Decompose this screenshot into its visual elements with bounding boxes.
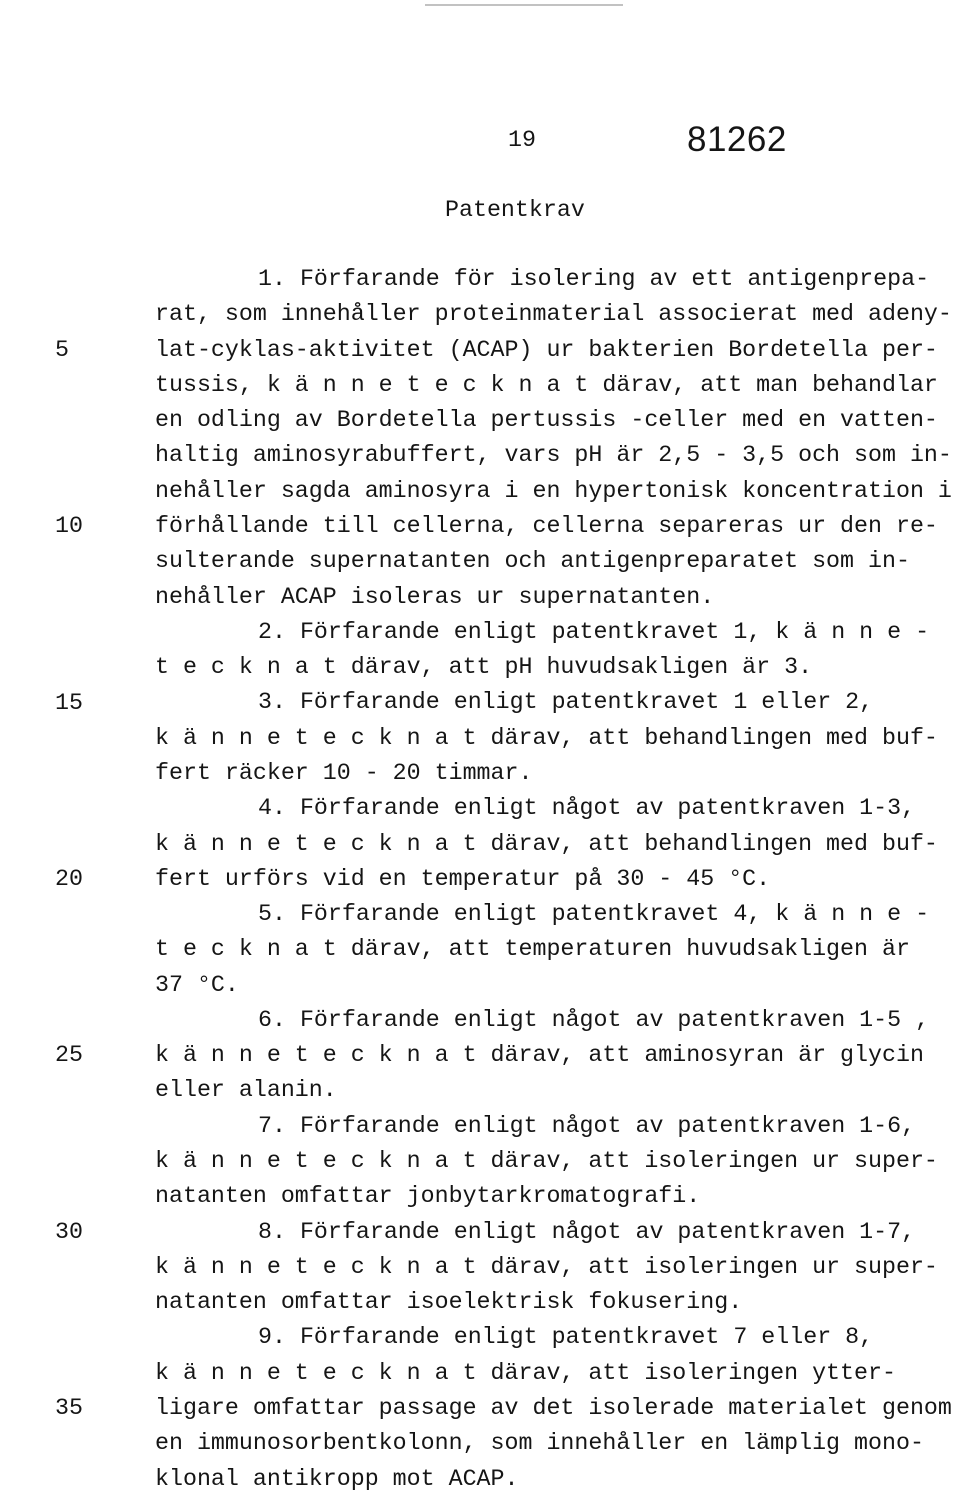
margin-line-number: 5	[55, 337, 69, 363]
claim-line: sulterande supernatanten och antigenpreparatet som in-	[155, 549, 910, 574]
claims-list	[155, 267, 955, 1491]
claim-line: haltig aminosyrabuffert, vars pH är 2,5 - 3,5 och som in-	[155, 443, 952, 468]
claim-line: klonal antikropp mot ACAP.	[155, 1466, 519, 1491]
claim-line: k ä n n e t e c k n a t därav, att isoleringen ytter-	[155, 1360, 896, 1385]
margin-line-number: 35	[55, 1395, 83, 1421]
claim-line: k ä n n e t e c k n a t därav, att behandlingen med buf-	[155, 831, 938, 856]
claim-line: t e c k n a t därav, att temperaturen huvudsakligen är	[155, 937, 910, 962]
claim-5	[155, 902, 955, 997]
claim-line: tussis, k ä n n e t e c k n a t därav, att man behandlar	[155, 372, 938, 397]
claim-line: natanten omfattar isoelektrisk fokusering.	[155, 1290, 743, 1315]
claim-line: fert räcker 10 - 20 timmar.	[155, 760, 533, 785]
claim-line: 7. Förfarande enligt något av patentkraven 1-6,	[258, 1113, 916, 1138]
claim-line: nehåller sagda aminosyra i en hypertonisk koncentration i	[155, 478, 952, 503]
claim-3	[155, 690, 955, 785]
margin-line-number: 30	[55, 1219, 83, 1245]
claim-line: k ä n n e t e c k n a t därav, att aminosyran är glycin	[155, 1043, 924, 1068]
claim-2	[155, 620, 955, 679]
claim-line: t e c k n a t därav, att pH huvudsakligen är 3.	[155, 655, 813, 680]
margin-line-number: 20	[55, 866, 83, 892]
claim-line: 6. Förfarande enligt något av patentkraven 1-5 ,	[258, 1007, 930, 1032]
claim-7	[155, 1114, 955, 1209]
page-number: 19	[508, 127, 536, 153]
claim-line: eller alanin.	[155, 1078, 337, 1103]
claim-line: k ä n n e t e c k n a t därav, att isoleringen ur super-	[155, 1254, 938, 1279]
claim-8	[155, 1220, 955, 1315]
margin-line-number: 15	[55, 690, 83, 716]
claim-line: 37 °C.	[155, 972, 239, 997]
claim-line: k ä n n e t e c k n a t därav, att isoleringen ur super-	[155, 1149, 938, 1174]
claim-line: 3. Förfarande enligt patentkravet 1 eller 2,	[258, 690, 874, 715]
claim-line: förhållande till cellerna, cellerna separeras ur den re-	[155, 513, 938, 538]
claim-line: en immunosorbentkolonn, som innehåller en lämplig mono-	[155, 1431, 924, 1456]
claim-line: 8. Förfarande enligt något av patentkraven 1-7,	[258, 1219, 916, 1244]
document-number: 81262	[687, 120, 787, 159]
claim-line: k ä n n e t e c k n a t därav, att behandlingen med buf-	[155, 725, 938, 750]
scan-artifact-line	[425, 4, 623, 6]
claim-line: fert urförs vid en temperatur på 30 - 45 °C.	[155, 866, 771, 891]
claim-line: rat, som innehåller proteinmaterial associerat med adeny-	[155, 302, 952, 327]
claim-line: nehåller ACAP isoleras ur supernatanten.	[155, 584, 715, 609]
claim-line: 4. Förfarande enligt något av patentkraven 1-3,	[258, 796, 916, 821]
claim-line: ligare omfattar passage av det isolerade materialet genom	[155, 1396, 952, 1420]
margin-line-number: 25	[55, 1042, 83, 1068]
claim-6	[155, 1008, 955, 1103]
claim-line: 2. Förfarande enligt patentkravet 1, k ä n n e -	[258, 619, 930, 644]
claim-1	[155, 267, 955, 609]
claim-line: 5. Förfarande enligt patentkravet 4, k ä n n e -	[258, 902, 930, 927]
claim-line: en odling av Bordetella pertussis -celler med en vatten-	[155, 408, 938, 433]
claim-9	[155, 1325, 955, 1490]
claim-line: 9. Förfarande enligt patentkravet 7 eller 8,	[258, 1325, 874, 1350]
claim-4	[155, 796, 955, 891]
claim-line: 1. Förfarande för isolering av ett antigenprepa-	[258, 267, 930, 291]
claim-line: natanten omfattar jonbytarkromatografi.	[155, 1184, 701, 1209]
claim-line: lat-cyklas-aktivitet (ACAP) ur bakterien Bordetella per-	[155, 337, 938, 362]
margin-line-number: 10	[55, 513, 83, 539]
page-title: Patentkrav	[445, 197, 585, 223]
